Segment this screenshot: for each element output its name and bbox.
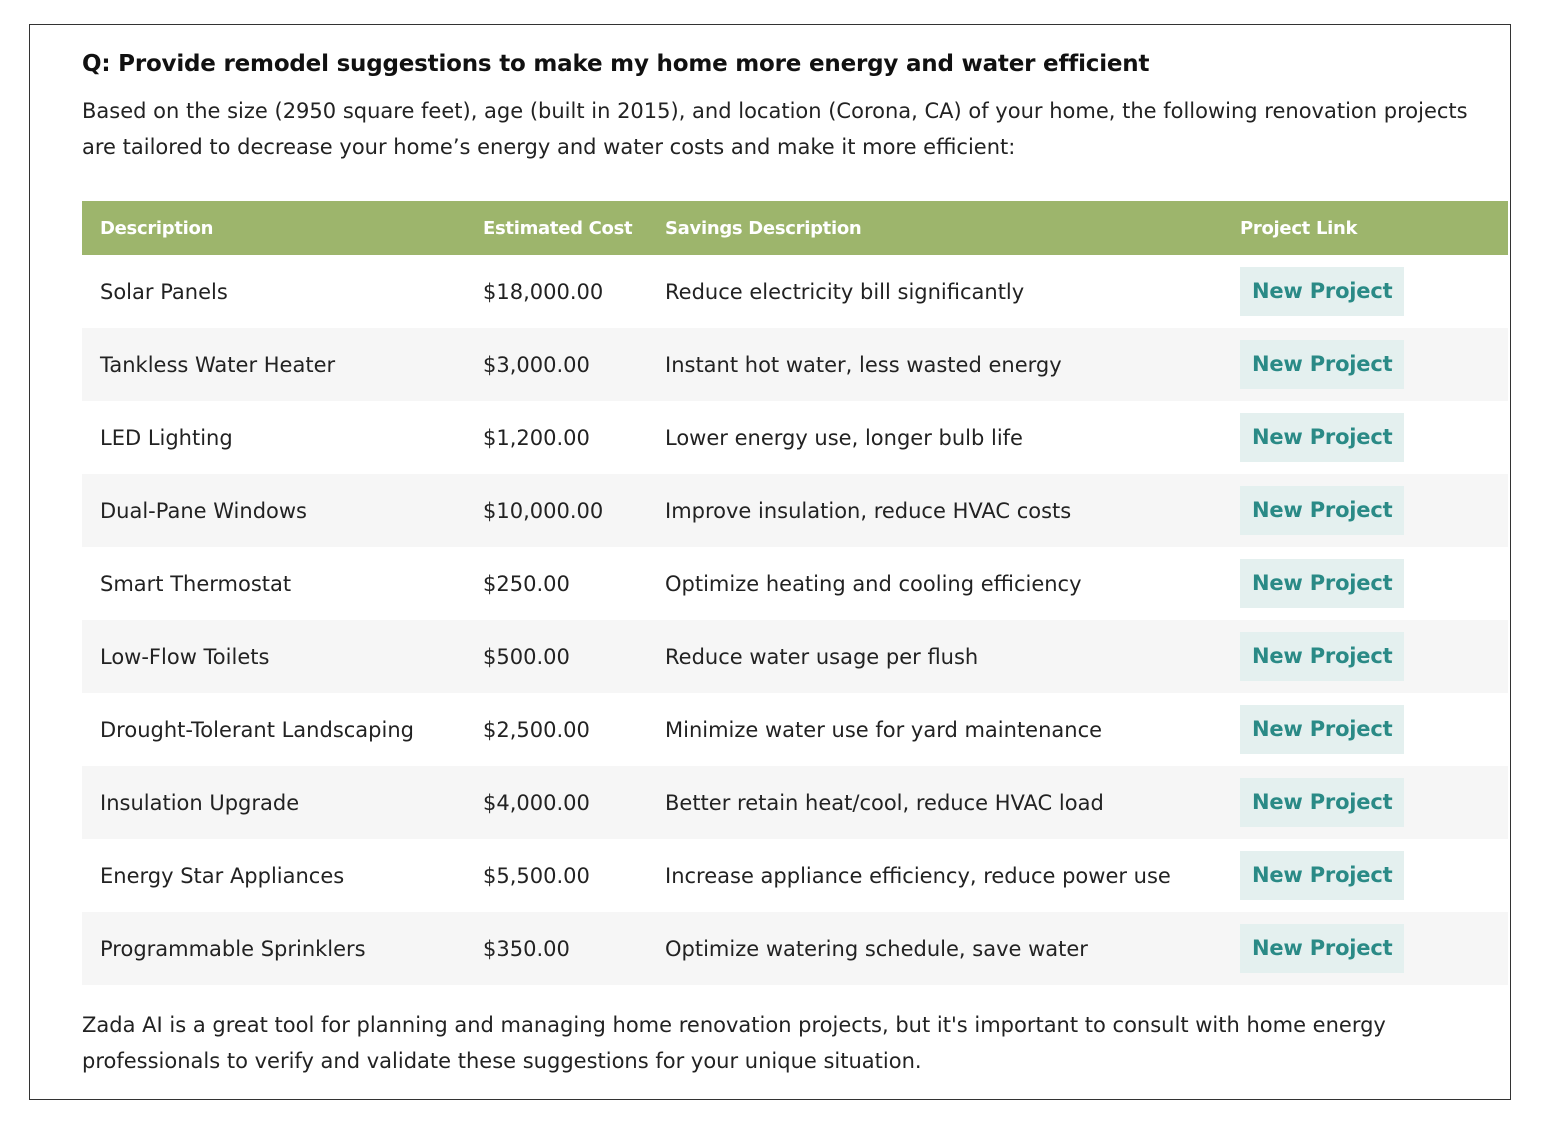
row-description: Smart Thermostat — [100, 571, 292, 596]
row-cost: $4,000.00 — [483, 790, 590, 815]
row-savings: Minimize water use for yard maintenance — [665, 717, 1103, 742]
table-row — [82, 693, 1508, 766]
new-project-link[interactable]: New Project — [1240, 632, 1404, 681]
question-heading: Q: Provide remodel suggestions to make my home more energy and water efficient — [82, 51, 1150, 77]
table-row — [82, 766, 1508, 839]
table-body — [82, 255, 1508, 985]
header-estimated-cost: Estimated Cost — [483, 217, 633, 239]
header-project-link: Project Link — [1240, 217, 1358, 239]
row-description: Tankless Water Heater — [100, 352, 336, 377]
row-cost: $500.00 — [483, 644, 570, 669]
new-project-link[interactable]: New Project — [1240, 778, 1404, 827]
row-savings: Instant hot water, less wasted energy — [665, 352, 1062, 377]
new-project-link[interactable]: New Project — [1240, 413, 1404, 462]
row-savings: Optimize heating and cooling efficiency — [665, 571, 1082, 596]
row-description: LED Lighting — [100, 425, 233, 450]
new-project-link[interactable]: New Project — [1240, 559, 1404, 608]
row-savings: Increase appliance efficiency, reduce power use — [665, 863, 1171, 888]
row-link-cell — [1222, 340, 1508, 389]
new-project-link[interactable]: New Project — [1240, 267, 1404, 316]
row-cost: $2,500.00 — [483, 717, 590, 742]
response-card — [29, 24, 1511, 1100]
row-savings: Optimize watering schedule, save water — [665, 936, 1088, 961]
table-row — [82, 912, 1508, 985]
row-description: Low-Flow Toilets — [100, 644, 270, 669]
table-row — [82, 620, 1508, 693]
new-project-link[interactable]: New Project — [1240, 486, 1404, 535]
row-cost: $5,500.00 — [483, 863, 590, 888]
table-row — [82, 401, 1508, 474]
row-cost: $350.00 — [483, 936, 570, 961]
row-description: Insulation Upgrade — [100, 790, 300, 815]
row-link-cell — [1222, 924, 1508, 973]
row-savings: Improve insulation, reduce HVAC costs — [665, 498, 1072, 523]
row-description: Programmable Sprinklers — [100, 936, 366, 961]
table-row — [82, 839, 1508, 912]
table-header — [82, 201, 1508, 255]
table-row — [82, 474, 1508, 547]
table-row — [82, 547, 1508, 620]
header-savings-description: Savings Description — [665, 217, 862, 239]
row-cost: $10,000.00 — [483, 498, 604, 523]
disclaimer-paragraph: Zada AI is a great tool for planning and managing home renovation projects, but it's important to consult with home energy professionals to verify and validate these suggestions for your unique situation. — [82, 1013, 1386, 1073]
table-row — [82, 255, 1508, 328]
table-row — [82, 328, 1508, 401]
row-cost: $250.00 — [483, 571, 570, 596]
row-cost: $3,000.00 — [483, 352, 590, 377]
row-link-cell — [1222, 559, 1508, 608]
header-description: Description — [100, 217, 214, 239]
row-link-cell — [1222, 705, 1508, 754]
row-savings: Better retain heat/cool, reduce HVAC load — [665, 790, 1104, 815]
row-savings: Reduce electricity bill significantly — [665, 279, 1025, 304]
row-savings: Lower energy use, longer bulb life — [665, 425, 1023, 450]
row-description: Solar Panels — [100, 279, 228, 304]
renovation-table — [82, 201, 1508, 985]
intro-paragraph: Based on the size (2950 square feet), age (built in 2015), and location (Corona, CA) of your home, the following renovation projects are tailored to decrease your home’s energy and water costs and make it more efficient: — [82, 99, 1468, 159]
new-project-link[interactable]: New Project — [1240, 924, 1404, 973]
row-cost: $1,200.00 — [483, 425, 590, 450]
row-link-cell — [1222, 632, 1508, 681]
new-project-link[interactable]: New Project — [1240, 340, 1404, 389]
new-project-link[interactable]: New Project — [1240, 705, 1404, 754]
row-description: Drought-Tolerant Landscaping — [100, 717, 414, 742]
row-cost: $18,000.00 — [483, 279, 604, 304]
row-link-cell — [1222, 851, 1508, 900]
row-description: Energy Star Appliances — [100, 863, 345, 888]
row-link-cell — [1222, 486, 1508, 535]
row-description: Dual-Pane Windows — [100, 498, 307, 523]
row-link-cell — [1222, 267, 1508, 316]
new-project-link[interactable]: New Project — [1240, 851, 1404, 900]
row-savings: Reduce water usage per flush — [665, 644, 979, 669]
row-link-cell — [1222, 413, 1508, 462]
row-link-cell — [1222, 778, 1508, 827]
